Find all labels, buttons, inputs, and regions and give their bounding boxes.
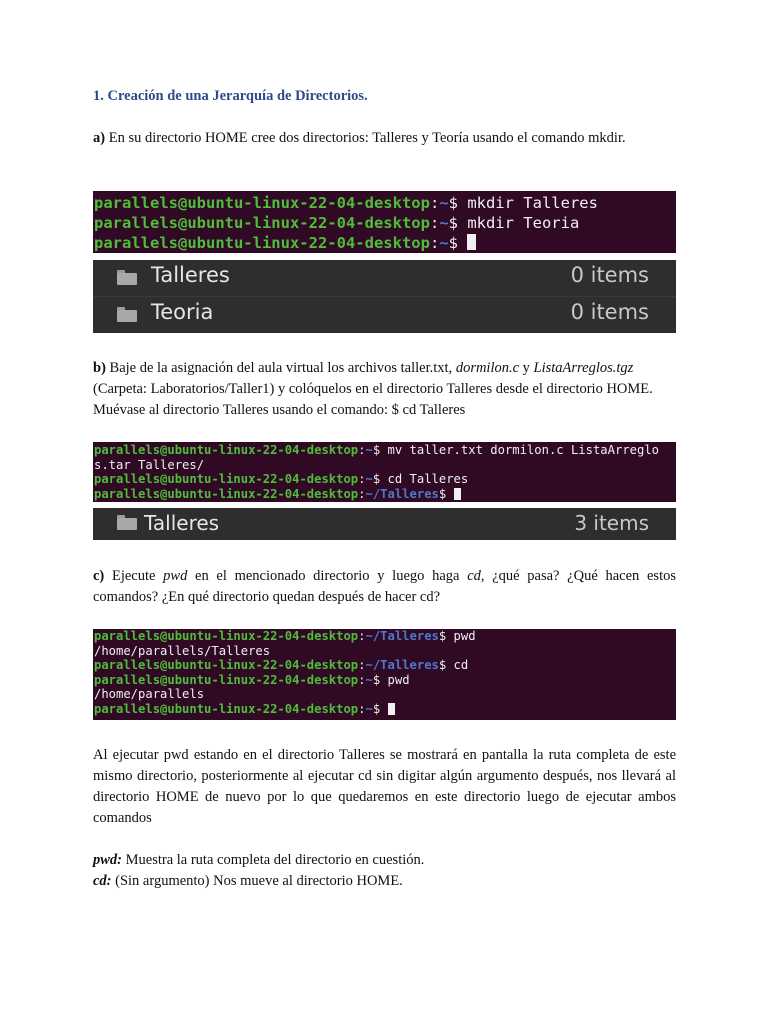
command-text: cd Talleres: [380, 472, 469, 486]
terminal-line: parallels@ubuntu-linux-22-04-desktop:~$ pwd: [94, 672, 410, 687]
definition-pwd-label: pwd:: [93, 852, 122, 868]
folder-icon: [117, 307, 137, 322]
file-manager-list-b: [93, 508, 676, 540]
part-b-paragraph: [93, 358, 676, 421]
terminal-screenshot-pwd-cd: [93, 629, 676, 720]
terminal-cursor: [467, 234, 476, 250]
terminal-output: /home/parallels/Talleres: [94, 643, 271, 658]
folder-name: Teoria: [151, 300, 214, 324]
prompt-path: ~/Talleres: [365, 629, 439, 643]
prompt-path: ~/Talleres: [365, 658, 439, 673]
definition-pwd-text: Muestra la ruta completa del directorio en cuestión.: [122, 852, 425, 868]
prompt-user: parallels@ubuntu-linux-22-04-desktop: [94, 443, 359, 457]
terminal-cursor: [454, 488, 461, 500]
command-cd: cd: [467, 568, 481, 584]
folder-name: Talleres: [151, 263, 230, 287]
part-a-text: En su directorio HOME cree dos directorios: Talleres y Teoría usando el comando mkdir.: [105, 130, 626, 146]
terminal-line: parallels@ubuntu-linux-22-04-desktop:~$ mkdir Teoria: [94, 214, 580, 232]
terminal-line: parallels@ubuntu-linux-22-04-desktop:~/Talleres$: [94, 487, 676, 502]
item-count: 3 items: [574, 511, 649, 535]
part-a-label: a): [93, 130, 106, 146]
terminal-line: parallels@ubuntu-linux-22-04-desktop:~$: [94, 702, 676, 717]
part-a-paragraph: [93, 128, 676, 149]
item-count: 0 items: [570, 300, 649, 324]
prompt-user: parallels@ubuntu-linux-22-04-desktop: [94, 672, 359, 687]
part-b-text: y: [519, 360, 534, 376]
prompt-user: parallels@ubuntu-linux-22-04-desktop: [94, 486, 359, 501]
prompt-path: ~: [365, 472, 373, 486]
prompt-user: parallels@ubuntu-linux-22-04-desktop: [94, 214, 430, 232]
prompt-path: ~: [439, 214, 449, 232]
command-pwd: pwd: [163, 568, 188, 584]
terminal-line: parallels@ubuntu-linux-22-04-desktop:~$ cd Talleres: [94, 472, 469, 486]
prompt-user: parallels@ubuntu-linux-22-04-desktop: [94, 194, 430, 212]
folder-name: Talleres: [144, 511, 220, 535]
prompt-path: ~/Talleres: [365, 486, 439, 501]
prompt-path: ~: [439, 194, 449, 212]
part-c-text: en el mencionado directorio y luego haga: [187, 568, 468, 584]
terminal-line: parallels@ubuntu-linux-22-04-desktop:~$ mv taller.txt dormilon.c ListaArreglo: [94, 443, 660, 457]
list-item: [93, 297, 676, 333]
answer-paragraph: Al ejecutar pwd estando en el directorio Talleres se mostrará en pantalla la ruta completa de este mismo directorio, posteriormente al ejecutar cd sin digitar algún argumento después, nos llevará al directorio HOME de nuevo por lo que quedaremos en este directorio luego de ejecutar ambos comandos: [93, 747, 676, 826]
terminal-line: s.tar Talleres/: [94, 457, 205, 472]
part-b-label: b): [93, 360, 106, 376]
prompt-path: ~: [365, 443, 373, 457]
command-text: mkdir Teoria: [457, 214, 580, 232]
list-item: [93, 260, 676, 296]
file-manager-list-a: [93, 260, 676, 333]
terminal-line: parallels@ubuntu-linux-22-04-desktop:~/Talleres$ cd: [94, 658, 469, 673]
part-c-text: , ¿qué pasa? ¿Qué hacen estos comandos? ¿En qué directorio quedan después de hacer cd?: [93, 568, 676, 605]
terminal-line: parallels@ubuntu-linux-22-04-desktop:~/Talleres$ pwd: [94, 629, 476, 643]
file-name-dormilon: dormilon.c: [455, 360, 520, 376]
folder-icon: [117, 270, 137, 285]
item-count: 0 items: [570, 263, 649, 287]
definitions: [93, 850, 676, 892]
command-text: mv taller.txt dormilon.c ListaArreglo: [380, 443, 660, 457]
definition-cd-label: cd:: [93, 873, 112, 889]
terminal-cursor: [388, 703, 395, 715]
command-text: pwd: [380, 672, 410, 687]
part-c-label: c): [93, 568, 105, 584]
terminal-output: /home/parallels: [94, 687, 205, 702]
part-b-text: Baje de la asignación del aula virtual los archivos taller.txt,: [105, 360, 456, 376]
file-name-listaarreglos: ListaArreglos.tgz: [533, 360, 634, 376]
folder-icon: [117, 515, 137, 530]
prompt-user: parallels@ubuntu-linux-22-04-desktop: [94, 472, 359, 486]
command-text: [458, 234, 467, 252]
terminal-line: parallels@ubuntu-linux-22-04-desktop:~$: [94, 233, 676, 253]
terminal-screenshot-mkdir: [93, 191, 676, 253]
prompt-user: parallels@ubuntu-linux-22-04-desktop: [94, 658, 359, 673]
part-c-text: Ejecute: [104, 568, 164, 584]
section-title: 1. Creación de una Jerarquía de Directorios.: [93, 88, 368, 104]
definition-cd-text: (Sin argumento) Nos mueve al directorio HOME.: [111, 873, 403, 889]
command-text: pwd: [446, 629, 476, 643]
prompt-path: ~: [439, 234, 449, 252]
command-text: mkdir Talleres: [457, 194, 598, 212]
prompt-user: parallels@ubuntu-linux-22-04-desktop: [94, 701, 359, 716]
prompt-path: ~: [365, 672, 373, 687]
part-b-text: (Carpeta: Laboratorios/Taller1) y colóquelos en el directorio Talleres desde el directorio HOME. Muévase al directorio Talleres usando el comando: $ cd Talleres: [93, 381, 653, 418]
list-item: [93, 508, 676, 540]
command-text: cd: [446, 658, 469, 673]
terminal-line: parallels@ubuntu-linux-22-04-desktop:~$ mkdir Talleres: [94, 194, 598, 212]
prompt-path: ~: [365, 701, 373, 716]
part-c-paragraph: [93, 566, 676, 608]
prompt-user: parallels@ubuntu-linux-22-04-desktop: [94, 234, 430, 252]
prompt-user: parallels@ubuntu-linux-22-04-desktop: [94, 629, 359, 643]
terminal-screenshot-mv-cd: [93, 442, 676, 502]
